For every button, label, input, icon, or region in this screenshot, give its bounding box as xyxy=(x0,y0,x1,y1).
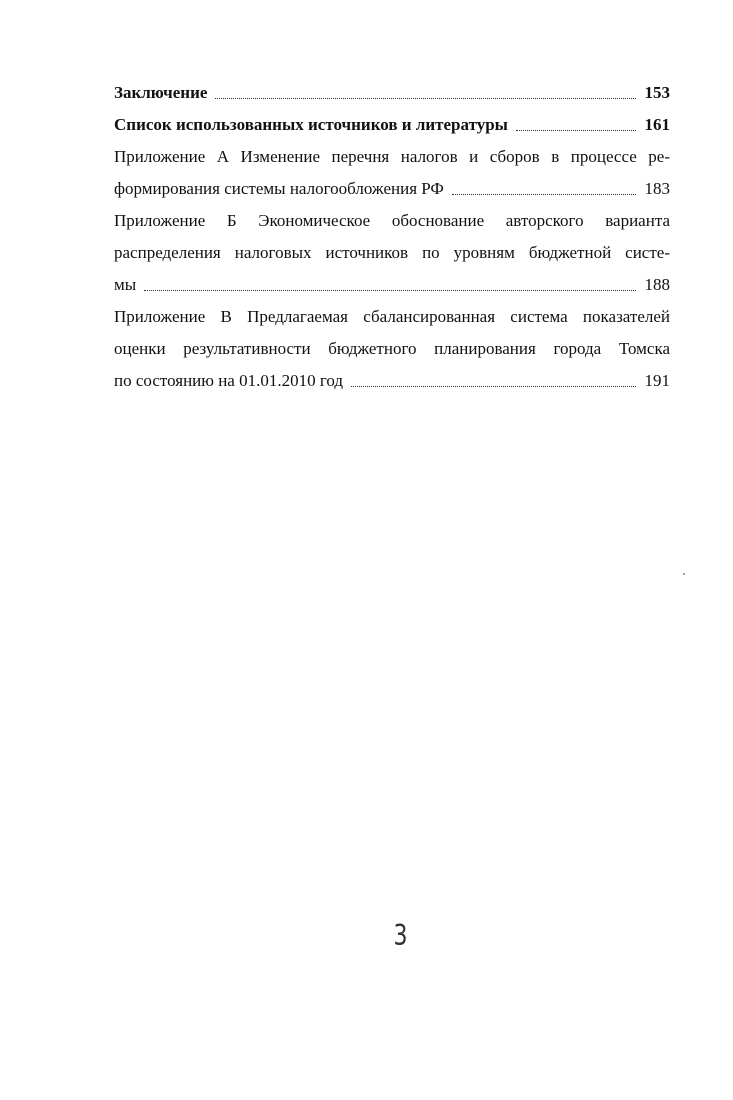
toc-page-number: 188 xyxy=(644,275,670,294)
table-of-contents xyxy=(114,82,670,402)
toc-page-number: 153 xyxy=(644,83,670,102)
toc-dot-leader xyxy=(144,290,636,291)
page-number-footer xyxy=(0,920,733,953)
toc-entry-appendix-b xyxy=(114,210,670,295)
toc-entry-title: по состоянию на 01.01.2010 год xyxy=(114,371,344,390)
toc-dot-leader xyxy=(351,386,636,387)
scan-speck xyxy=(683,573,685,575)
toc-entry-conclusion xyxy=(114,82,670,103)
toc-entry-title: Список использованных источников и литературы xyxy=(114,115,508,134)
toc-entry-references xyxy=(114,114,670,135)
toc-entry-appendix-v xyxy=(114,306,670,391)
toc-entry-line xyxy=(114,82,670,103)
toc-entry-title: формирования системы налогообложения РФ xyxy=(114,179,444,198)
page-number: 3 xyxy=(393,920,408,953)
toc-dot-leader xyxy=(516,130,636,131)
toc-entry-line: Приложение А Изменение перечня налогов и сборов в процессе ре- xyxy=(114,147,670,166)
toc-page-number: 191 xyxy=(644,371,670,390)
toc-entry-line xyxy=(114,274,670,295)
toc-dot-leader xyxy=(452,194,636,195)
toc-entry-line xyxy=(114,114,670,135)
toc-entry-line: оценки результативности бюджетного планирования города Томска xyxy=(114,339,670,358)
toc-entry-appendix-a xyxy=(114,146,670,199)
toc-entry-title: мы xyxy=(114,275,137,294)
toc-entry-line: Приложение Б Экономическое обоснование авторского варианта xyxy=(114,211,670,230)
toc-entry-line xyxy=(114,370,670,391)
toc-page-number: 183 xyxy=(644,179,670,198)
toc-dot-leader xyxy=(215,98,636,99)
toc-page-number: 161 xyxy=(644,115,670,134)
toc-entry-line: Приложение В Предлагаемая сбалансированная система показателей xyxy=(114,307,670,326)
toc-entry-title: Заключение xyxy=(114,83,208,102)
toc-entry-line xyxy=(114,178,670,199)
toc-entry-line: распределения налоговых источников по уровням бюджетной систе- xyxy=(114,243,670,262)
